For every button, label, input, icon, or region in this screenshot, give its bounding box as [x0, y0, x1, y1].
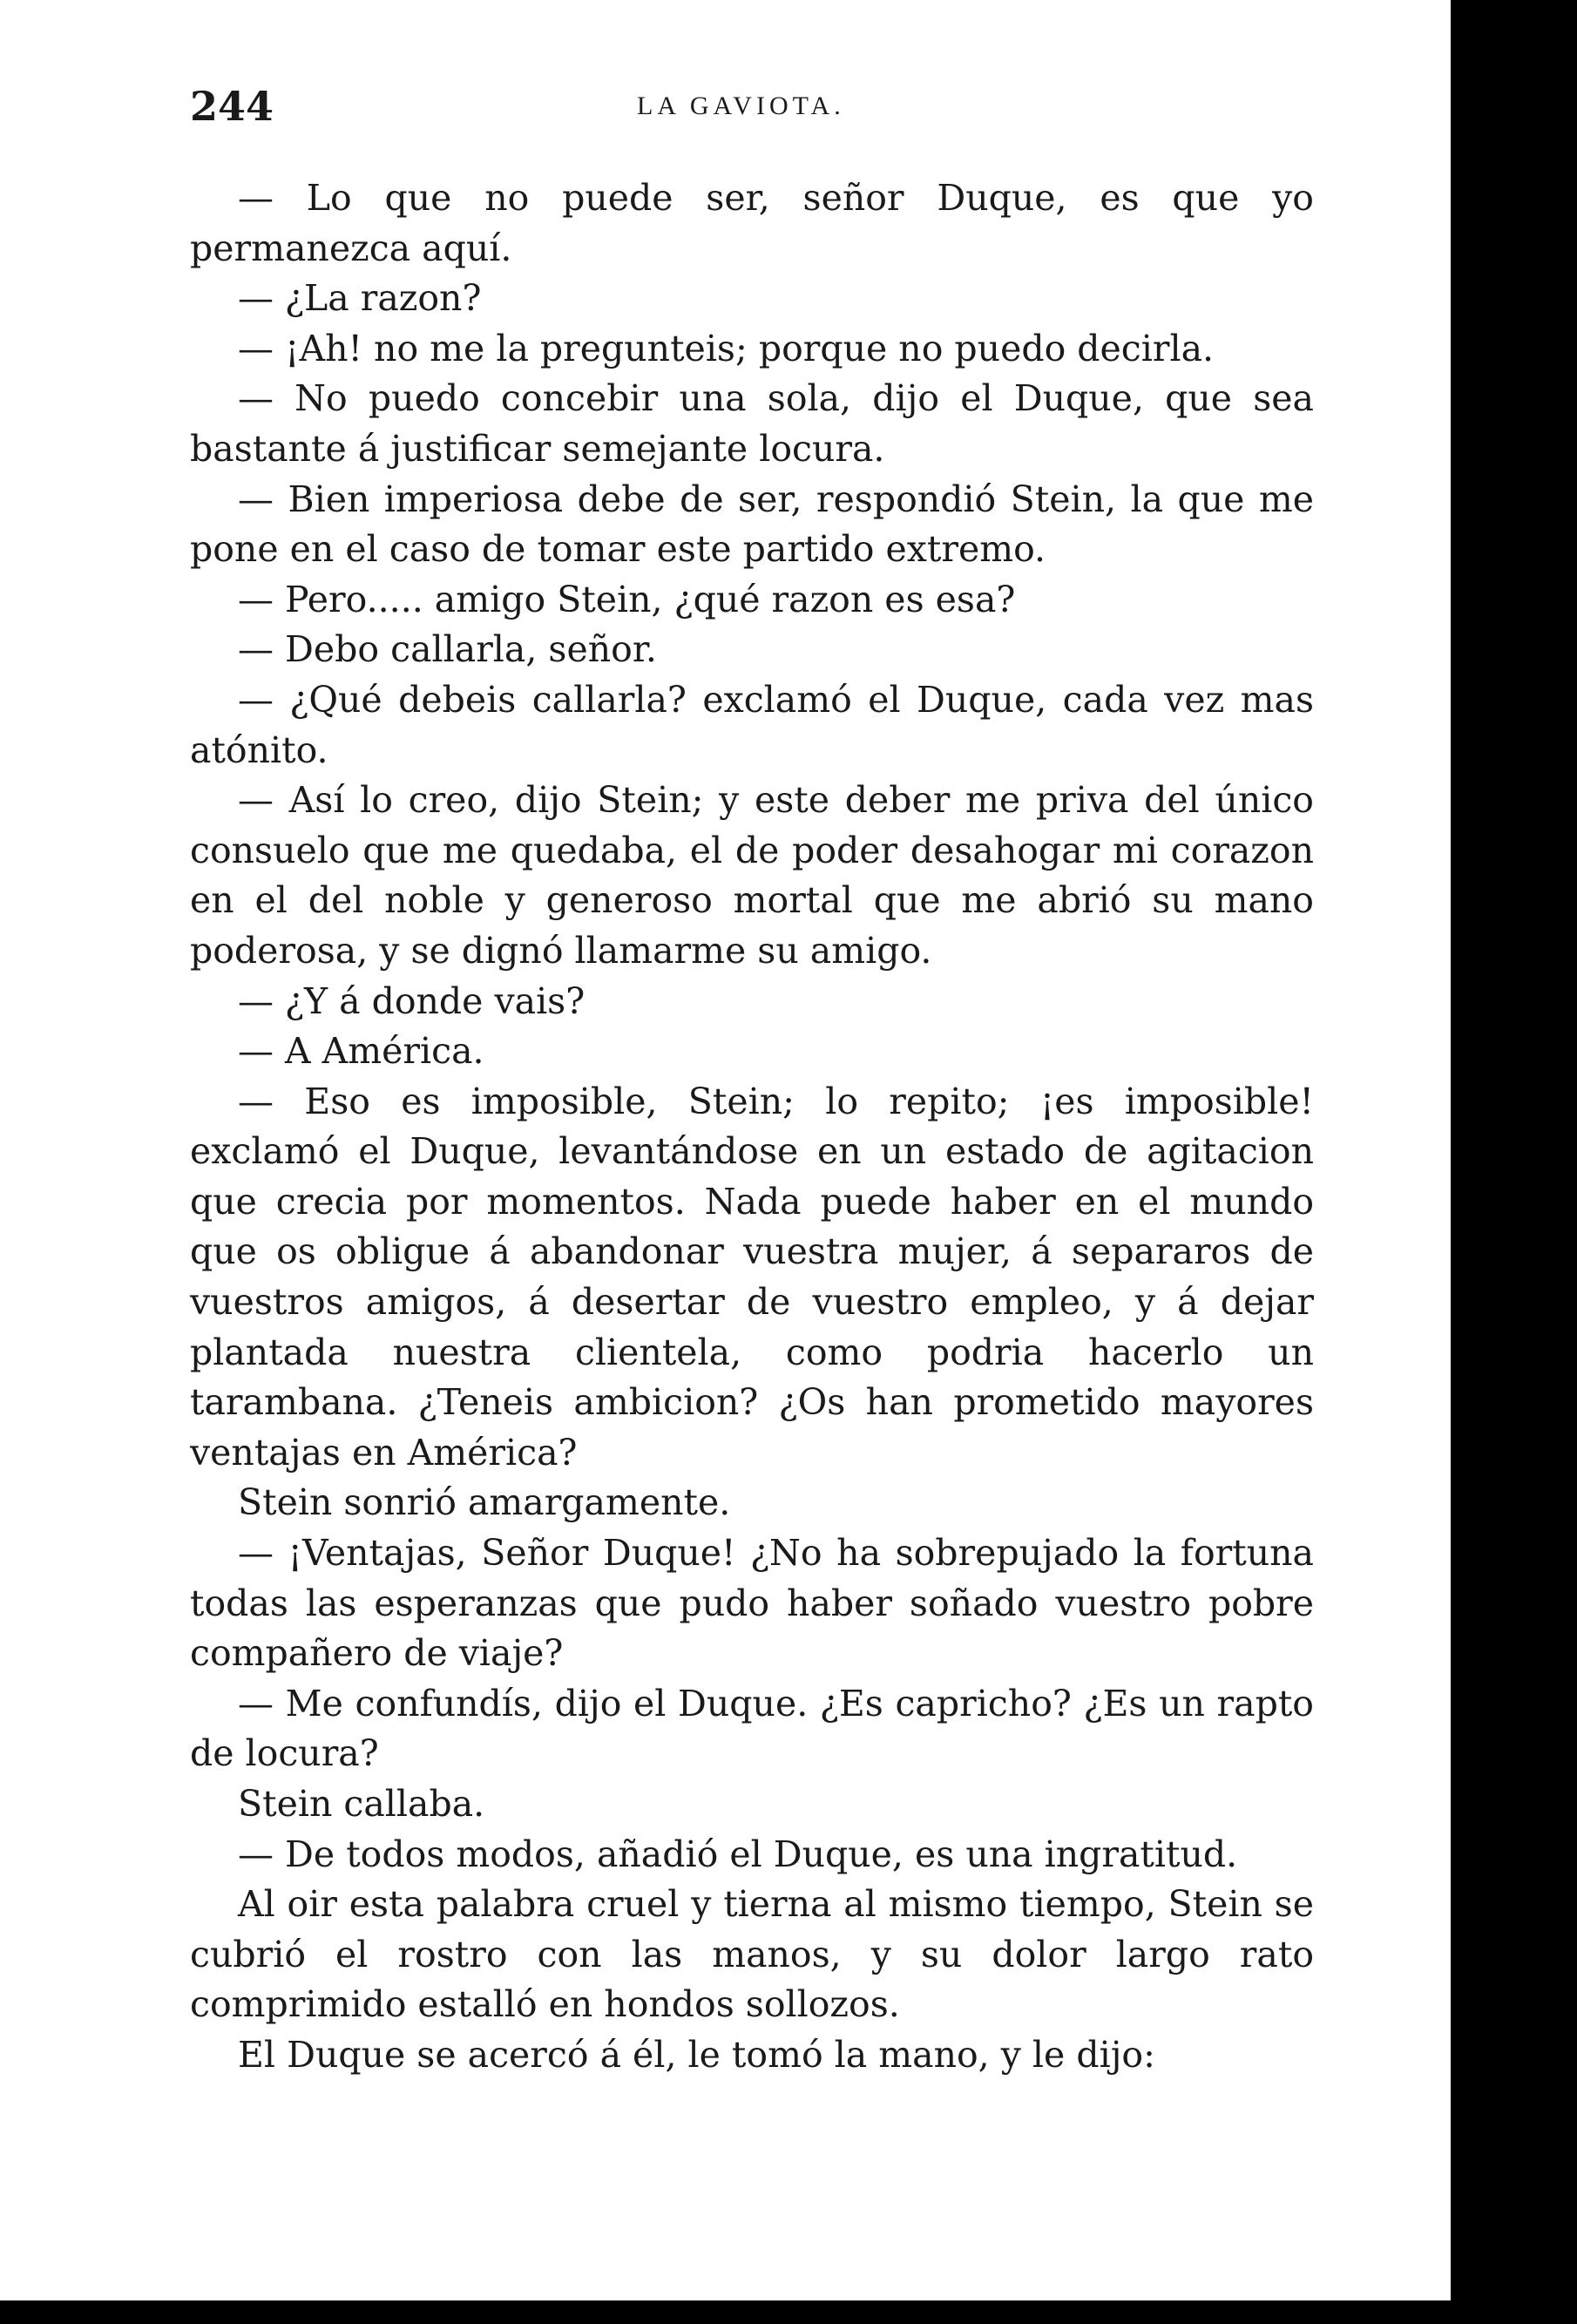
paragraph: — Debo callarla, señor.: [238, 628, 657, 671]
paragraph: — Me confundís, dijo el Duque. ¿Es capricho? ¿Es un rapto de locura?: [190, 1682, 1314, 1775]
paragraph: — Lo que no puede ser, señor Duque, es que yo permanezca aquí.: [190, 177, 1314, 269]
paragraph: — Bien imperiosa debe de ser, respondió Stein, la que me pone en el caso de tomar este partido extremo.: [190, 478, 1314, 571]
paragraph: El Duque se acercó á él, le tomó la mano, y le dijo:: [238, 2033, 1155, 2076]
page-number: 244: [190, 83, 274, 130]
paragraph: — ¿La razon?: [238, 277, 482, 320]
scan-bottom-border: [0, 2300, 1577, 2324]
paragraph: — No puedo concebir una sola, dijo el Duque, que sea bastante á justificar semejante locura.: [190, 377, 1314, 470]
body-text: [190, 173, 1314, 2081]
paragraph: — De todos modos, añadió el Duque, es una ingratitud.: [238, 1833, 1238, 1875]
paragraph: — ¿Y á donde vais?: [238, 979, 585, 1022]
paragraph: — ¡Ventajas, Señor Duque! ¿No ha sobrepujado la fortuna todas las esperanzas que pudo haber soñado vuestro pobre compañero de viaje?: [190, 1532, 1314, 1675]
paragraph: Stein sonrió amargamente.: [238, 1481, 731, 1524]
paragraph: — Eso es imposible, Stein; lo repito; ¡es imposible! exclamó el Duque, levantándose en un estado de agitacion que crecia por momentos. Nada puede haber en el mundo que os obligue á abandonar vuestra mujer, á separaros de vuestros amigos, á desertar de vuestro empleo, y á dejar plantada nuestra clientela, como podria hacerlo un tarambana. ¿Teneis ambicion? ¿Os han prometido mayores ventajas en América?: [190, 1080, 1314, 1474]
page-header: [190, 80, 1314, 141]
paragraph: — A América.: [238, 1030, 484, 1073]
paragraph: Al oir esta palabra cruel y tierna al mismo tiempo, Stein se cubrió el rostro con las manos, y su dolor largo rato comprimido estalló en hondos sollozos.: [190, 1883, 1314, 2026]
paragraph: — ¿Qué debeis callarla? exclamó el Duque, cada vez mas atónito.: [190, 678, 1314, 771]
paragraph: — ¡Ah! no me la pregunteis; porque no puedo decirla.: [238, 327, 1215, 369]
running-title: LA GAVIOTA.: [637, 91, 845, 120]
scan-right-border: [1451, 0, 1577, 2324]
paragraph: — Pero..... amigo Stein, ¿qué razon es esa?: [238, 578, 1016, 620]
paragraph: Stein callaba.: [238, 1783, 485, 1825]
paragraph: — Así lo creo, dijo Stein; y este deber me priva del único consuelo que me quedaba, el de poder desahogar mi corazon en el del noble y generoso mortal que me abrió su mano poderosa, y se dignó llamarme su amigo.: [190, 779, 1314, 972]
